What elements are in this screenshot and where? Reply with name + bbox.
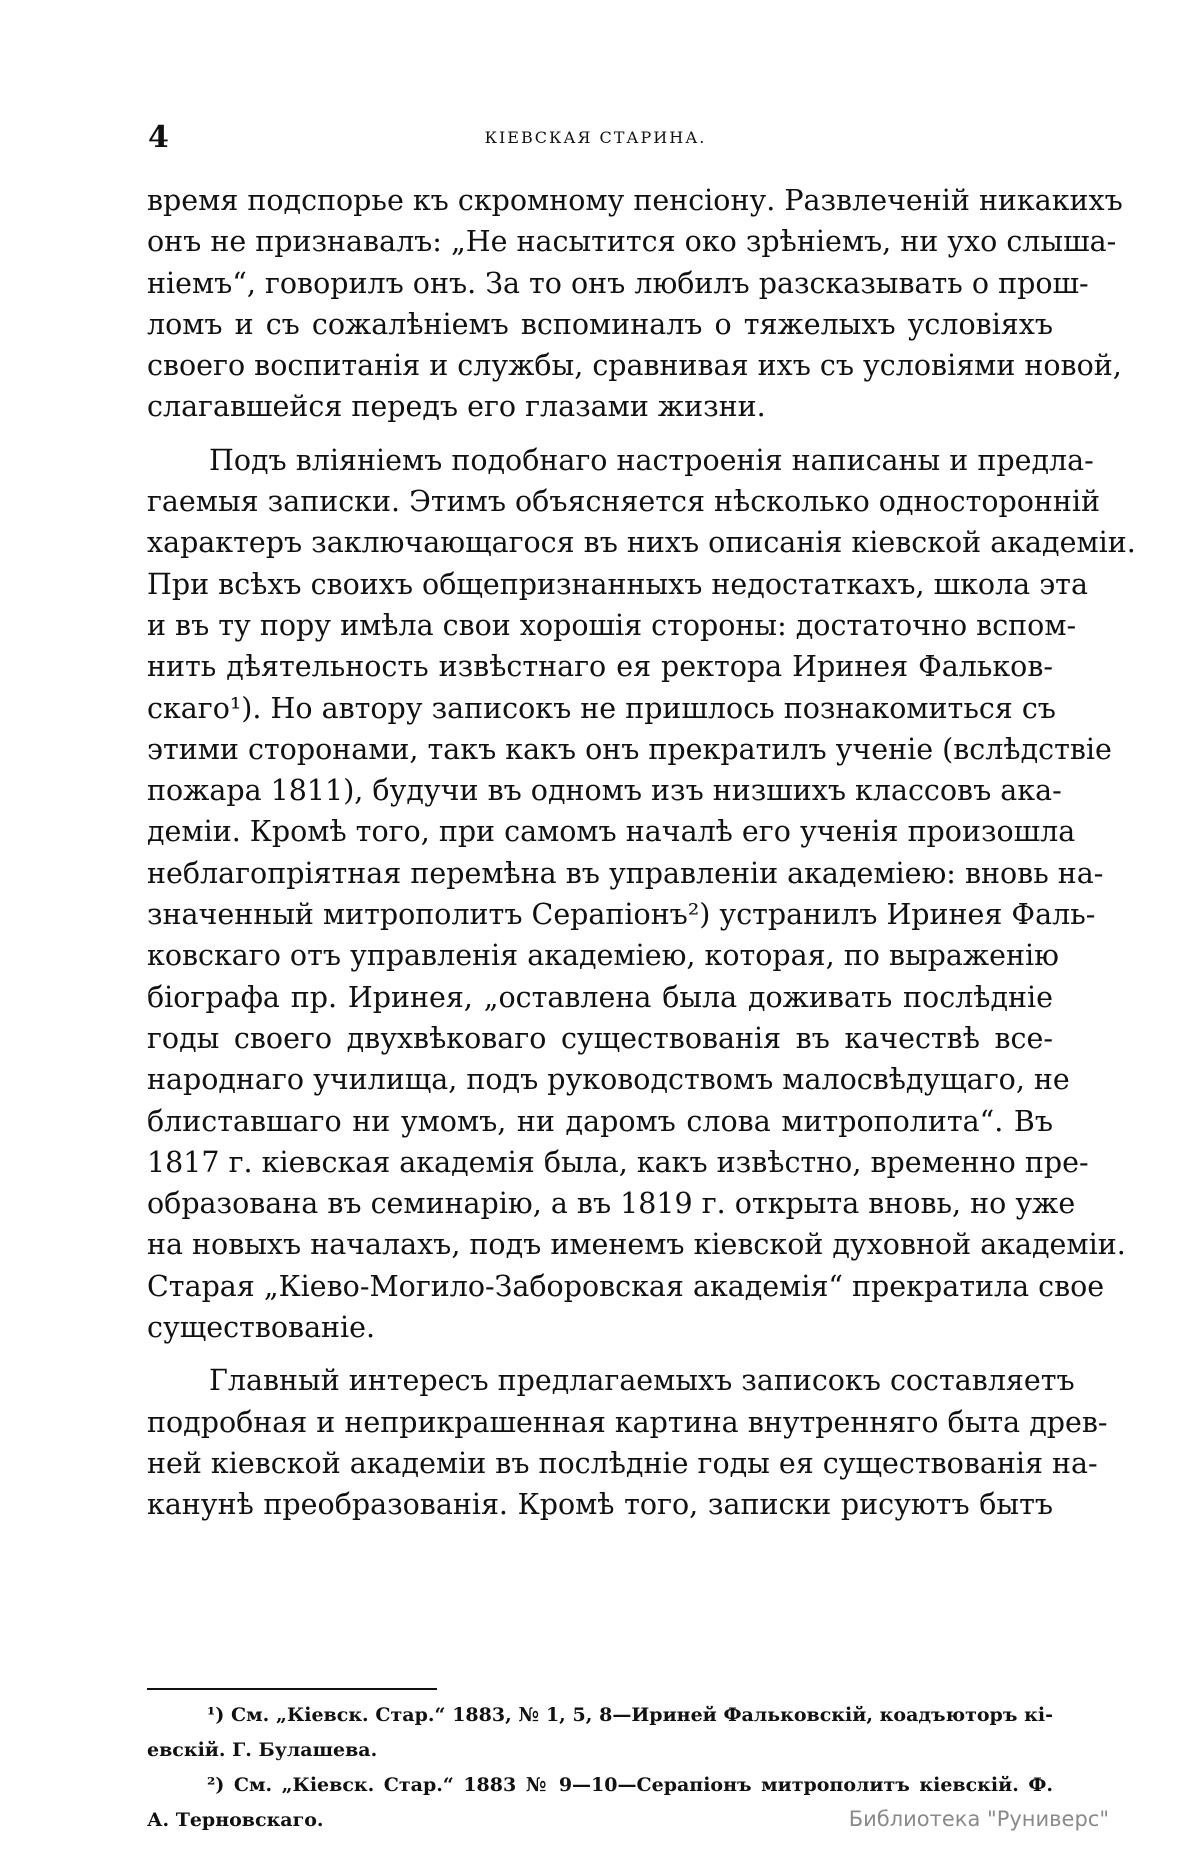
footnote-2: ²) См. „Кіевск. Стар.“ 1883 № 9—10—Серапіонъ митрополитъ кіевскій. Ф. [207,1774,1053,1796]
footnote-divider [147,1688,437,1690]
text-line: Главный интересъ предлагаемыхъ записокъ составляетъ [209,1364,1075,1398]
text-line: время подспорье къ скромному пенсіону. Развлеченій никакихъ [147,184,1123,217]
text-line: Старая „Кіево-Могило-Заборовская академія“ прекратила свое [147,1269,1105,1303]
text-line: ломъ и съ сожалѣніемъ вспоминалъ о тяжелыхъ условіяхъ [147,307,1053,341]
running-title: КІЕВСКАЯ СТАРИНА. [484,128,707,147]
text-line: неблагопріятная перемѣна въ управленіи академіею: вновь на- [147,856,1104,890]
footnote-1-continuation: евскій. Г. Булашева. [147,1739,378,1761]
text-line: характеръ заключающагося въ нихъ описанія кіевской академіи. [147,526,1136,560]
text-line: образована въ семинарію, а въ 1819 г. открыта вновь, но уже [147,1187,1076,1221]
text-line: деміи. Кромѣ того, при самомъ началѣ его ученія произошла [147,815,1076,849]
page-number: 4 [148,120,169,155]
text-line: скаго¹). Но автору записокъ не пришлось познакомиться съ [147,691,1056,725]
text-line: этими сторонами, такъ какъ онъ прекратилъ ученіе (вслѣдствіе [147,732,1112,766]
text-line: годы своего двухвѣковаго существованія въ качествѣ все- [147,1021,1053,1055]
text-line: При всѣхъ своихъ общепризнанныхъ недостаткахъ, школа эта [147,567,1088,601]
text-line: своего воспитанія и службы, сравнивая ихъ съ условіями новой, [147,349,1122,383]
text-line: подробная и неприкрашенная картина внутренняго быта древ- [147,1405,1108,1439]
text-line: Подъ вліяніемъ подобнаго настроенія написаны и предла- [209,443,1094,477]
text-line: біографа пр. Иринея, „оставлена была доживать послѣдніе [147,980,1053,1014]
text-line: значенный митрополитъ Серапіонъ²) устранилъ Иринея Фаль- [147,898,1096,932]
text-line: и въ ту пору имѣла свои хорошія стороны: достаточно вспом- [147,608,1077,642]
text-line: нить дѣятельность извѣстнаго ея ректора Иринея Фальков- [147,650,1053,684]
text-line: на новыхъ началахъ, подъ именемъ кіевской духовной академіи. [147,1228,1126,1262]
text-line: существованіе. [147,1311,376,1345]
footnote-1: ¹) См. „Кіевск. Стар.“ 1883, № 1, 5, 8—Ириней Фальковскій, коадъюторъ кі- [207,1704,1053,1726]
main-text [147,180,1136,1526]
footnote-2-continuation: А. Терновскаго. [147,1809,324,1831]
text-line: канунѣ преобразованія. Кромѣ того, записки рисуютъ бытъ [147,1488,1053,1522]
text-line: 1817 г. кіевская академія была, какъ извѣстно, временно пре- [147,1145,1089,1179]
text-line: народнаго училища, подъ руководствомъ малосвѣдущаго, не [147,1063,1070,1097]
text-line: ніемъ“, говорилъ онъ. За то онъ любилъ разсказывать о прош- [147,266,1089,300]
text-line: гаемыя записки. Этимъ объясняется нѣсколько односторонній [147,485,1101,519]
text-line: блиставшаго ни умомъ, ни даромъ слова митрополита“. Въ [147,1104,1053,1138]
text-line: пожара 1811), будучи въ одномъ изъ низшихъ классовъ ака- [147,774,1062,808]
page-header [0,118,1191,158]
text-line: слагавшейся передъ его глазами жизни. [147,390,766,424]
text-line: ней кіевской академіи въ послѣдніе годы ея существованія на- [147,1446,1098,1480]
library-watermark: Библиотека "Руниверс" [848,1807,1109,1831]
text-line: ковскаго отъ управленія академіею, которая, по выраженію [147,939,1059,973]
text-line: онъ не признавалъ: „Не насытится око зрѣніемъ, ни ухо слыша- [147,225,1117,259]
